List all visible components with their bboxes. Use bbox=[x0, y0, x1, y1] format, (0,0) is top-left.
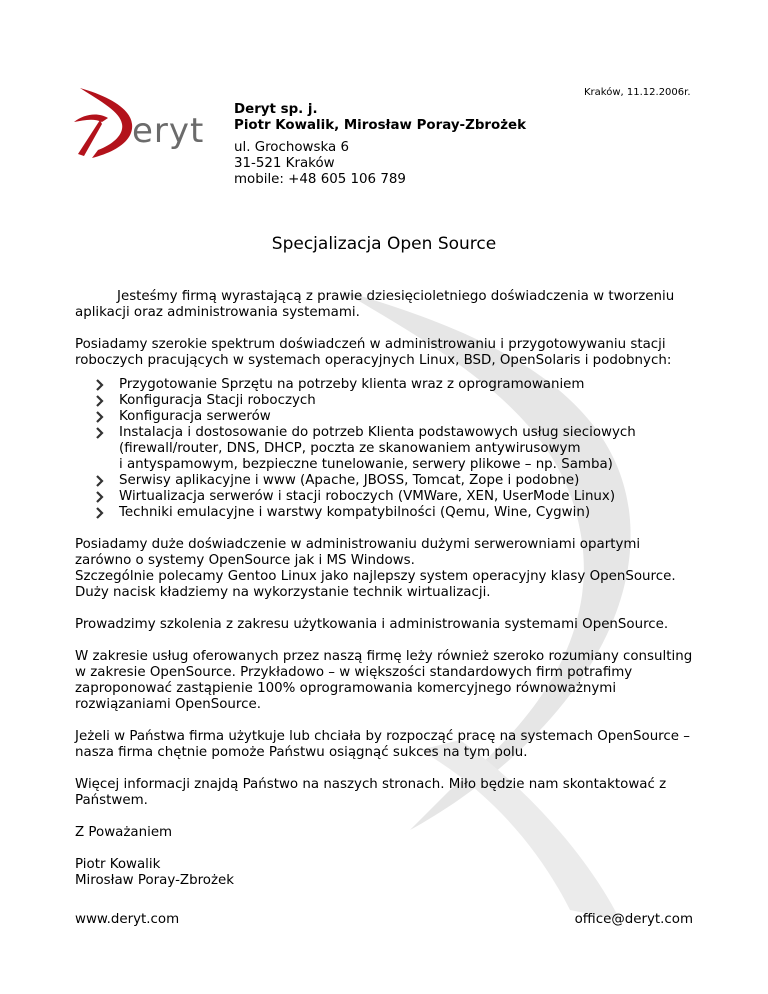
chevron-right-icon bbox=[94, 475, 106, 487]
company-name: Deryt sp. j. bbox=[234, 102, 318, 117]
company-block bbox=[234, 102, 526, 134]
service-list-item bbox=[75, 473, 700, 489]
service-line: Konfiguracja serwerów bbox=[119, 409, 271, 424]
service-line: Przygotowanie Sprzętu na potrzeby klienta wraz z oprogramowaniem bbox=[119, 377, 585, 392]
service-line: Konfiguracja Stacji roboczych bbox=[119, 393, 316, 408]
chevron-right-icon bbox=[94, 379, 106, 391]
admin-line: Szczególnie polecamy Gentoo Linux jako najlepszy system operacyjny klasy OpenSource. bbox=[75, 569, 676, 584]
services-list bbox=[75, 377, 700, 521]
chevron-right-icon bbox=[94, 411, 106, 423]
service-line: i antyspamowym, bezpieczne tunelowanie, serwery plikowe – np. Samba) bbox=[119, 457, 613, 472]
service-line: (firewall/router, DNS, DHCP, poczta ze skanowaniem antywirusowym bbox=[119, 441, 581, 456]
closing-salutation: Z Poważaniem bbox=[75, 825, 173, 840]
service-list-item bbox=[75, 377, 700, 393]
admin-experience-paragraph bbox=[75, 537, 700, 601]
consulting-paragraph: W zakresie usług oferowanych przez naszą firmę leży również szeroko rozumiany consulting w zakresie OpenSource. Przykładowo – w większości standardowych firm potrafimy zaproponować zastąpienie 100% oprogramowania komercyjnego równoważnymi rozwiązaniami OpenSource. bbox=[75, 649, 693, 712]
admin-line: zarówno o systemy OpenSource jak i MS Windows. bbox=[75, 553, 415, 568]
company-owners: Piotr Kowalik, Mirosław Poray-Zbrożek bbox=[234, 118, 526, 133]
document-title: Specjalizacja Open Source bbox=[271, 234, 497, 254]
svg-text:eryt: eryt bbox=[132, 111, 205, 151]
admin-line: Posiadamy duże doświadczenie w administrowaniu dużymi serwerowniami opartymi bbox=[75, 537, 641, 552]
chevron-right-icon bbox=[94, 491, 106, 503]
footer-email: office@deryt.com bbox=[574, 912, 693, 927]
service-list-item bbox=[75, 409, 700, 425]
letter-body bbox=[75, 289, 700, 889]
chevron-right-icon bbox=[94, 507, 106, 519]
address-block bbox=[234, 140, 406, 188]
service-line: Wirtualizacja serwerów i stacji roboczych (VMWare, XEN, UserMode Linux) bbox=[119, 489, 616, 504]
service-line: Serwisy aplikacyjne i www (Apache, JBOSS, Tomcat, Zope i podobne) bbox=[119, 473, 580, 488]
service-line: Instalacja i dostosowanie do potrzeb Klienta podstawowych usług sieciowych bbox=[119, 425, 636, 440]
footer-website: www.deryt.com bbox=[75, 912, 180, 927]
intro-paragraph: Jesteśmy firmą wyrastającą z prawie dziesięcioletniego doświadczenia w tworzeniu aplikacji oraz administrowania systemami. bbox=[75, 289, 675, 320]
mobile-number: mobile: +48 605 106 789 bbox=[234, 172, 406, 187]
admin-line: Duży nacisk kładziemy na wykorzystanie technik wirtualizacji. bbox=[75, 585, 491, 600]
chevron-right-icon bbox=[94, 395, 106, 407]
training-paragraph: Prowadzimy szkolenia z zakresu użytkowania i administrowania systemami OpenSource. bbox=[75, 617, 669, 632]
service-list-item bbox=[75, 489, 700, 505]
signatory-name: Mirosław Poray-Zbrożek bbox=[75, 873, 234, 888]
service-list-item bbox=[75, 425, 700, 473]
signatures bbox=[75, 857, 700, 889]
service-list-item bbox=[75, 505, 700, 521]
more-info-paragraph: Więcej informacji znajdą Państwo na naszych stronach. Miło będzie nam skontaktować z Państwem. bbox=[75, 777, 667, 808]
address-city: 31-521 Kraków bbox=[234, 156, 335, 171]
letter-date: Kraków, 11.12.2006r. bbox=[584, 87, 691, 98]
service-list-item bbox=[75, 393, 700, 409]
offer-paragraph: Jeżeli w Państwa firma użytkuje lub chciała by rozpocząć pracę na systemach OpenSource – nasza firma chętnie pomoże Państwu osiągnąć sukces na tym polu. bbox=[75, 729, 690, 760]
address-street: ul. Grochowska 6 bbox=[234, 140, 349, 155]
service-line: Techniki emulacyjne i warstwy kompatybilności (Qemu, Wine, Cygwin) bbox=[119, 505, 591, 520]
chevron-right-icon bbox=[94, 427, 106, 439]
signatory-name: Piotr Kowalik bbox=[75, 857, 161, 872]
deryt-logo-icon bbox=[72, 84, 232, 160]
experience-paragraph: Posiadamy szerokie spektrum doświadczeń w administrowaniu i przygotowywaniu stacji roboczych pracujących w systemach operacyjnych Linux, BSD, OpenSolaris i podobnych: bbox=[75, 337, 672, 368]
